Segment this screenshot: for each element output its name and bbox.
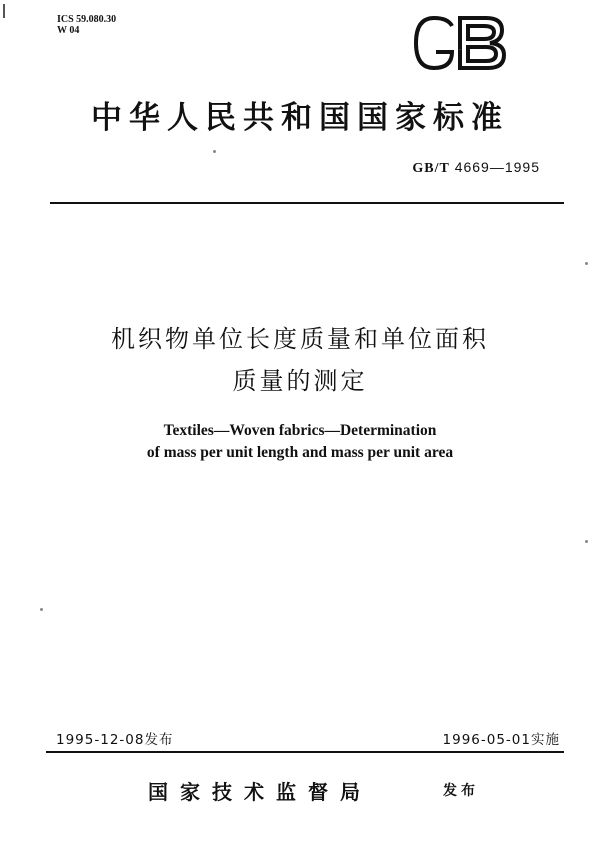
ics-code: ICS 59.080.30 xyxy=(57,14,117,25)
scan-speck xyxy=(213,150,216,153)
bottom-divider xyxy=(46,751,564,753)
implement-date: 1996-05-01实施 xyxy=(442,732,560,748)
en-title-line-1: Textiles—Woven fabrics—Determination xyxy=(163,422,437,439)
issuer-name: 国家技术监督局 xyxy=(148,780,372,804)
code-prefix: GB/T xyxy=(412,161,450,176)
issue-label: 发布 xyxy=(443,783,479,799)
logo-text: GB xyxy=(459,50,461,51)
publish-date: 1995-12-08发布 xyxy=(56,732,174,748)
standard-code xyxy=(390,159,540,177)
classification-block xyxy=(57,14,116,36)
cn-title-line-2: 质量的测定 xyxy=(232,367,368,395)
cn-title-line-1: 机织物单位长度质量和单位面积 xyxy=(111,325,489,353)
scan-mark xyxy=(3,4,5,18)
scan-speck xyxy=(40,608,43,611)
standard-title: 中华人民共和国国家标准 xyxy=(91,100,509,136)
class-code: W 04 xyxy=(57,25,80,36)
scan-speck xyxy=(585,262,588,265)
en-title-line-2: of mass per unit length and mass per unit area xyxy=(146,444,454,461)
gb-logo xyxy=(408,12,512,74)
scan-speck xyxy=(585,540,588,543)
code-number: 4669—1995 xyxy=(454,159,540,175)
top-divider xyxy=(50,202,564,204)
